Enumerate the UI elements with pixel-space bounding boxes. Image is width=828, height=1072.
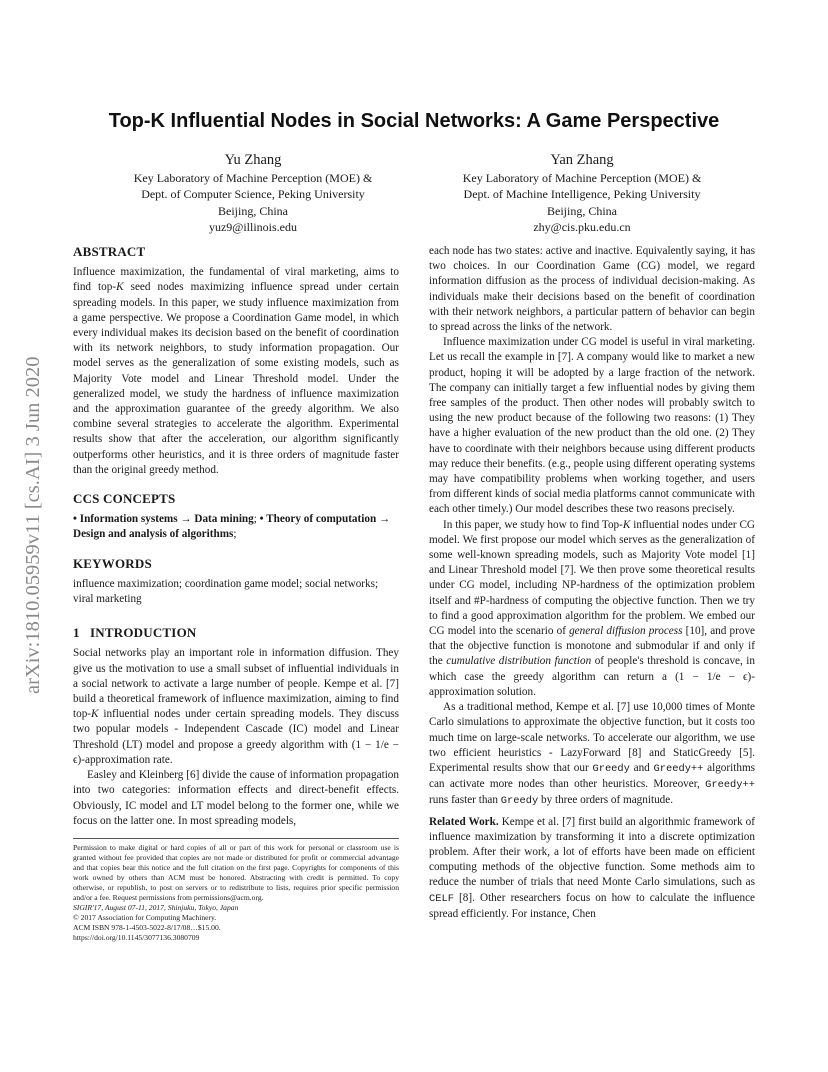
keywords-heading: KEYWORDS (73, 555, 152, 571)
author-city: Beijing, China (218, 203, 288, 218)
author-affiliation: Dept. of Machine Intelligence, Peking University (463, 187, 701, 202)
copyright-line: © 2017 Association for Computing Machinery. (73, 913, 217, 922)
right-paragraph-1: each node has two states: active and inactive. Equivalently saying, it has two choices. In our Coordination Game (CG) model, we regard information diffusion as the process of individual decision-making. As individuals make their decisions based on the benefit of coordination with their network neighbors, a particular pattern of behavior can begin to spread across the links of the network. (429, 245, 755, 334)
author-email: zhy@cis.pku.edu.cn (533, 219, 631, 234)
intro-paragraph-1: Social networks play an important role in information diffusion. They give us the motivation to use a small subset of influential individuals in a social network to activate a large number of people. Kempe et al. [7] build a theoretical framework of influence maximization, aiming to find top-K influential nodes under certain spreading models. They discuss two popular models - Independent Cascade (IC) model and Linear Threshold (LT) model and propose a greedy algorithm with (1 − 1/e − ϵ)-approximation rate. (73, 647, 399, 766)
related-work-heading: Related Work. (429, 815, 499, 828)
abstract-heading: ABSTRACT (73, 244, 146, 259)
related-work-paragraph: Related Work. Kempe et al. [7] first build an algorithmic framework of influence maximization by transforming it into a discrete optimization problem. After their work, a lot of efforts have been made on efficient computing methods of the objective function. Some methods aim to reduce the number of trials that need Monte Carlo simulations, such as CELF [8]. Other researchers focus on how to calculate the influence spread efficiently. For instance, Chen (429, 815, 755, 920)
permission-footnote (73, 838, 399, 943)
right-paragraph-2: Influence maximization under CG model is useful in viral marketing. Let us recall the example in [7]. A company would like to market a new product, hoping it will be adopted by a large fraction of the network. The company can initially target a few influential nodes by giving them free samples of the product. Then other nodes will probably switch to using the new product because of the following two reasons: (1) They have a higher evaluation of the new product than the old one. (2) They have to coordinate with their neighbors because using different products may reduce their benefits. (e.g., people using different operating systems may have compatibility problems when working together, and users from different kinds of social media platforms cannot communicate with each other timely.) Our model describes these two reasons precisely. (429, 336, 755, 516)
author-city: Beijing, China (547, 203, 617, 218)
permission-text: Permission to make digital or hard copies of all or part of this work for personal or classroom use is granted without fee provided that copies are not made or distributed for profit or commercial advantage and that copies bear this notice and the full citation on the first page. Copyrights for components of this work owned by others than ACM must be honored. Abstracting with credit is permitted. To copy otherwise, or republish, to post on servers or to redistribute to lists, requires prior specific permission and/or a fee. Request permissions from permissions@acm.org. (73, 843, 399, 902)
right-paragraph-4: As a traditional method, Kempe et al. [7] use 10,000 times of Monte Carlo simulations to approximate the objective function, but it costs too much time on large-scale networks. To accelerate our algorithm, we use two efficient heuristics - LazyForward [8] and StaticGreedy [5]. Experimental results show that our Greedy and Greedy++ algorithms can activate more nodes than other heuristics. Moreover, Greedy++ runs faster than Greedy by three orders of magnitude. (429, 701, 755, 808)
conference-info: SIGIR'17, August 07-11, 2017, Shinjuku, Tokyo, Japan (73, 903, 239, 912)
left-column (73, 244, 399, 829)
author-name: Yan Zhang (550, 152, 614, 168)
abstract-text: Influence maximization, the fundamental of viral marketing, aims to find top-K seed nodes maximizing influence spread under certain spreading models. In this paper, we study influence maximization from a game perspective. We propose a Coordination Game model, in which every individual makes its decision based on the benefit of coordination with its network neighbors, to study information propagation. Our model serves as the generalization of some existing models, such as Majority Vote model and Linear Threshold model. Under the generalized model, we study the hardness of influence maximization and the approximation guarantee of the greedy algorithm. We also combine several strategies to accelerate the algorithm. Experimental results show that after the acceleration, our algorithm significantly outperforms other heuristics, and it is three orders of magnitude faster than the original greedy method. (73, 266, 399, 476)
ccs-text: • Information systems → Data mining; • Theory of computation → Design and analysis of algorithms; (73, 513, 391, 541)
author-block-2 (417, 150, 747, 235)
author-block-1 (88, 150, 418, 235)
doi-link[interactable]: https://doi.org/10.1145/3077136.3080709 (73, 933, 200, 942)
right-paragraph-3: In this paper, we study how to find Top-K influential nodes under CG model. We first propose our model which serves as the generalization of some well-known spreading models, such as Majority Vote model [1] and Linear Threshold model [7]. We then prove some theoretical results under CG model, including NP-hardness of the optimization problem itself and #P-hardness of computing the objective function. Then we try to find a good approximation algorithm for the problem. We embed our CG model into the scenario of general diffusion process [10], and prove that the objective function is monotone and submodular if and only if the cumulative distribution function of people's threshold is concave, in which case the greedy algorithm can return a (1 − 1/e − ϵ)-approximation solution. (429, 518, 756, 698)
author-affiliation: Dept. of Computer Science, Peking University (141, 187, 365, 202)
author-affiliation: Key Laboratory of Machine Perception (MOE) & (462, 171, 702, 185)
keywords-text: influence maximization; coordination game model; social networks; viral marketing (73, 577, 379, 606)
ccs-heading: CCS CONCEPTS (73, 491, 176, 507)
isbn-line: ACM ISBN 978-1-4503-5022-8/17/08…$15.00. (73, 923, 221, 932)
arxiv-identifier: arXiv:1810.05959v11 [cs.AI] 3 Jun 2020 (22, 356, 44, 694)
introduction-heading: 1 INTRODUCTION (73, 625, 197, 641)
paper-title: Top-K Influential Nodes in Social Networks: A Game Perspective (108, 110, 720, 132)
author-name: Yu Zhang (224, 152, 282, 168)
intro-paragraph-2: Easley and Kleinberg [6] divide the cause of information propagation into two categories: information effects and direct-benefit effects. Obviously, IC model and LT model belong to the former one, while we focus on the latter one. In most spreading models, (73, 769, 399, 827)
author-affiliation: Key Laboratory of Machine Perception (MOE) & (133, 171, 373, 185)
right-column (429, 244, 755, 922)
author-email: yuz9@illinois.edu (208, 219, 298, 234)
